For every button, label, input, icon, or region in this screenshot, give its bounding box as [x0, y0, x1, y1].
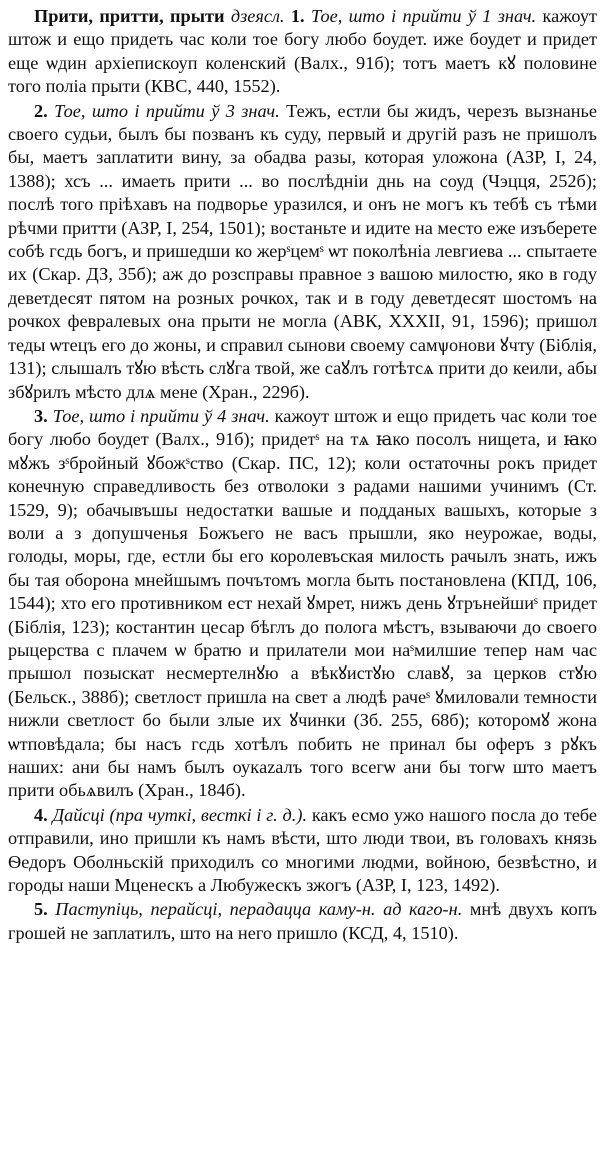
sense-number: 5.: [34, 899, 48, 920]
sense-definition: Паступіць, перайсці, перадацца каму-н. ад каго-н.: [55, 899, 463, 920]
headword: Прити, притти, прыти: [34, 6, 225, 26]
entry-sense-4: [8, 804, 597, 898]
sense-definition: Тое, што і прийти ў 4 знач.: [52, 405, 270, 426]
entry-sense-3: [8, 405, 597, 803]
sense-citations: кажоут штож и ещо придеть час коли тое богу любо боудет. иже боудет и придет еще ѡдин архіепискоуп коленский (Валх., 91б); тотъ маетъ кꙋ половине того поліа прыти (КВС, 440, 1552).: [8, 6, 597, 97]
part-of-speech: дзеясл.: [230, 6, 285, 26]
sense-citations: кажоут штож и ещо придеть час коли тое богу любо боудет (Валх., 91б); придетˢ на тѧ ꙗко посолъ нищета, и ꙗко мꙋжъ зˢбройный ꙋбожˢство (Скар. ПС, 12); коли остаточны рокъ придет конечную справедливость без отволоки з радами нашими учинимъ (Ст. 1529, 9); обачывъшы недостатки вашые и подданых вашыхъ, которые з воли а з допушченья Божъего не васъ прышли, яко неурожае, воды, голоды, моры, где, естли бы его королевъская милость рачылъ знать, ижъ бы тая оборона мнейшымъ почътомъ могла быть постановлена (КПД, 106, 1544); хто его противником ест нехай ꙋмрет, нижъ день ꙋтрънейшиˢ придет (Біблія, 123); костантин цесар бѣглъ до полога мѣстъ, взываючи до своего рыцерства с плачем ѡ братю и прилатели мои наˢмилшие тепер нам час прышол позыскат несмертелнꙋю а вѣкꙋистꙋю славꙋ, за церков стꙋю (Бельск., 388б); светлост пришла на свет а людѣ рачеˢ ꙋмиловали темности нижли светлост бо были злые их ꙋчинки (Зб. 255, 68б); которомꙋ жона ѡтповѣдала; бы насъ гсдь хотѣлъ побить не принал бы оферъ з рꙋкъ наших: ани бы намъ былъ оукazалъ того всегѡ ани бы тогѡ што маетъ прити обьѧвилъ (Хран., 184б).: [8, 405, 598, 801]
sense-citations: мнѣ двухъ копъ грошей не заплатилъ, што на него пришло (КСД, 4, 1510).: [8, 899, 597, 943]
sense-number: 4.: [34, 804, 48, 825]
entry-sense-2: [8, 100, 597, 404]
sense-definition: Тое, што і прийти ў 1 знач.: [310, 6, 537, 26]
sense-number: 3.: [34, 405, 48, 426]
sense-definition: Тое, што і прийти ў 3 знач.: [54, 100, 280, 121]
sense-definition: Дайсці (пра чуткі, весткі і г. д.).: [52, 804, 308, 825]
sense-number: 1.: [290, 6, 305, 26]
sense-citations: Тежъ, естли бы жидъ, черезъ вызнанье своего судьи, былъ бы позванъ къ суду, первый и другій разъ не пришолъ бы, маетъ заплатити вину, за обадва разы, которая уложона (АЗР, I, 24, 1388); хсъ ... имаеть прити ... во послѣдніи днь на соуд (Чэцця, 252б); послѣ того пріѣхавъ на подворье уразился, и онъ не могъ къ тебѣ съ тѣми рѣчми притти (АЗР, I, 254, 1501); востаньте и идите на место еже изъберете собѣ гсдь богъ, и пришедши ко жерˢцемˢ ѡт поколѣніа левгиева ... спытаете их (Скар. ДЗ, 35б); аж до розсправы правное з вашою милостю, яко в году деветдесят пятом на розных рочкох, так и в году деветдесят шостомъ на рочкох февралевых она прыти не могла (АВК, XXXII, 91, 1596); пришол теды ѡтецъ его до жоны, и справил сынови своему самѱонови ꙋчту (Біблія, 131); слышалъ тꙋю вѣсть слꙋга твой, же саꙋлъ готѣтсѧ прити до кеили, абы збꙋрилъ мѣсто длѧ мене (Хран., 229б).: [8, 100, 598, 402]
sense-number: 2.: [34, 100, 48, 121]
entry-sense-1: [8, 5, 597, 99]
entry-sense-5: [8, 898, 597, 945]
sense-citations: какъ есмо ужо нашого посла до тебе отправили, ино пришли къ намъ вѣсти, што люди твои, въ головахъ князь Ѳедоръ Оболньскій приходилъ со многими людми, войною, безвѣстно, и городы наши Мценескъ а Любужескъ зжогъ (АЗР, I, 123, 1492).: [8, 804, 597, 896]
